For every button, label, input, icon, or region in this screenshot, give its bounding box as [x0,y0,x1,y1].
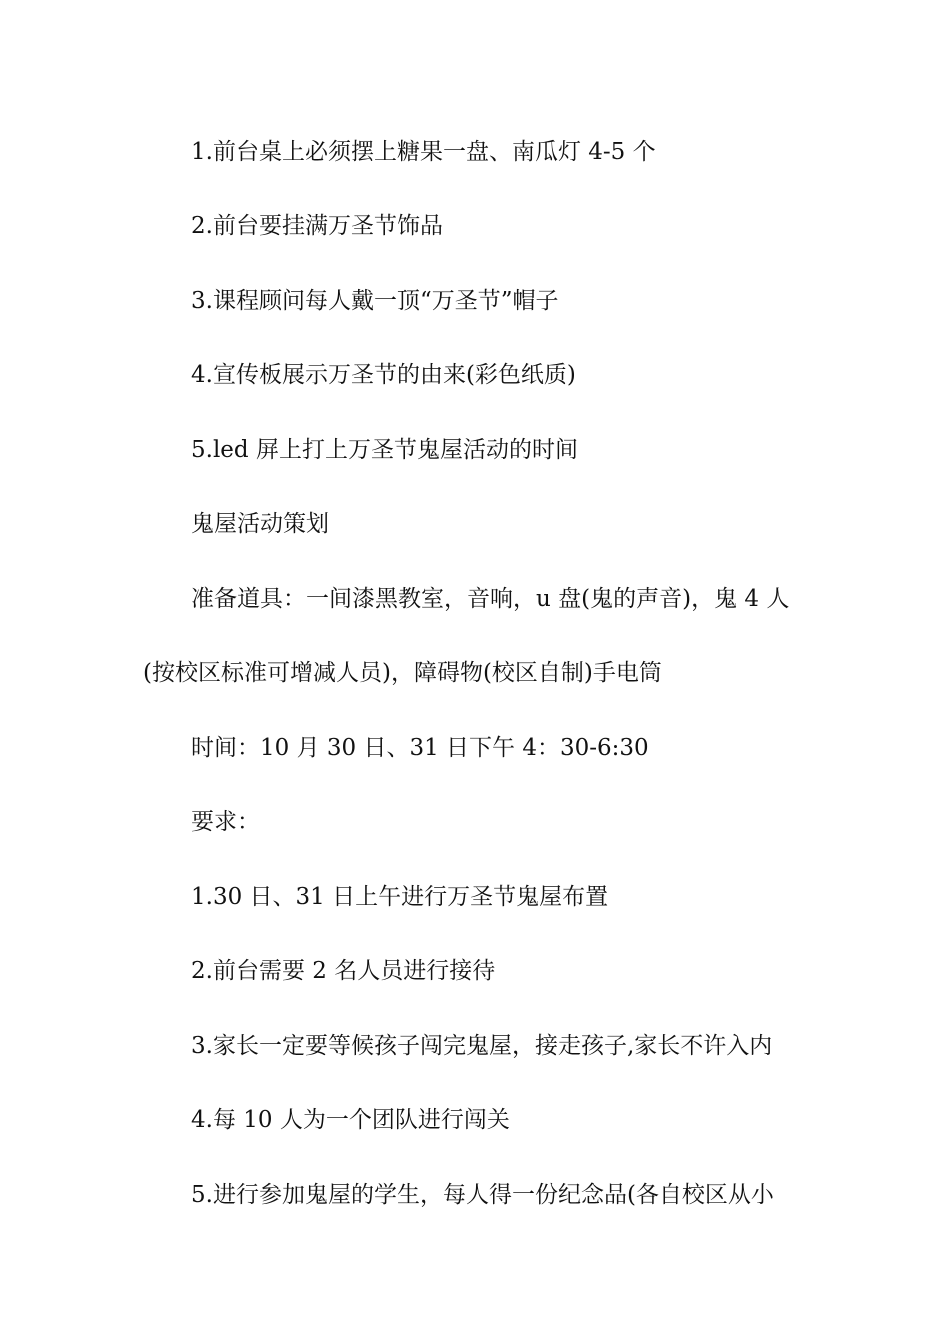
paragraph-line: (按校区标准可增减人员)，障碍物(校区自制)手电筒 [143,660,662,686]
list-item: 1.前台桌上必须摆上糖果一盘、南瓜灯 4-5 个 [191,139,656,165]
paragraph-line: 要求： [191,809,260,835]
list-item: 4.宣传板展示万圣节的由来(彩色纸质) [191,362,576,388]
list-item: 2.前台需要 2 名人员进行接待 [191,958,496,984]
list-item: 2.前台要挂满万圣节饰品 [191,213,443,239]
paragraph-line: 时间：10 月 30 日、31 日下午 4：30-6:30 [191,735,649,761]
list-item: 5.led 屏上打上万圣节鬼屋活动的时间 [191,437,578,463]
list-item: 3.课程顾问每人戴一顶“万圣节”帽子 [191,288,559,314]
paragraph-line: 准备道具：一间漆黑教室，音响，u 盘(鬼的声音)，鬼 4 人 [191,586,790,612]
section-heading: 鬼屋活动策划 [191,511,329,537]
list-item: 4.每 10 人为一个团队进行闯关 [191,1107,510,1133]
list-item: 3.家长一定要等候孩子闯完鬼屋，接走孩子,家长不许入内 [191,1033,773,1059]
list-item: 1.30 日、31 日上午进行万圣节鬼屋布置 [191,884,609,910]
list-item: 5.进行参加鬼屋的学生，每人得一份纪念品(各自校区从小 [191,1182,774,1208]
